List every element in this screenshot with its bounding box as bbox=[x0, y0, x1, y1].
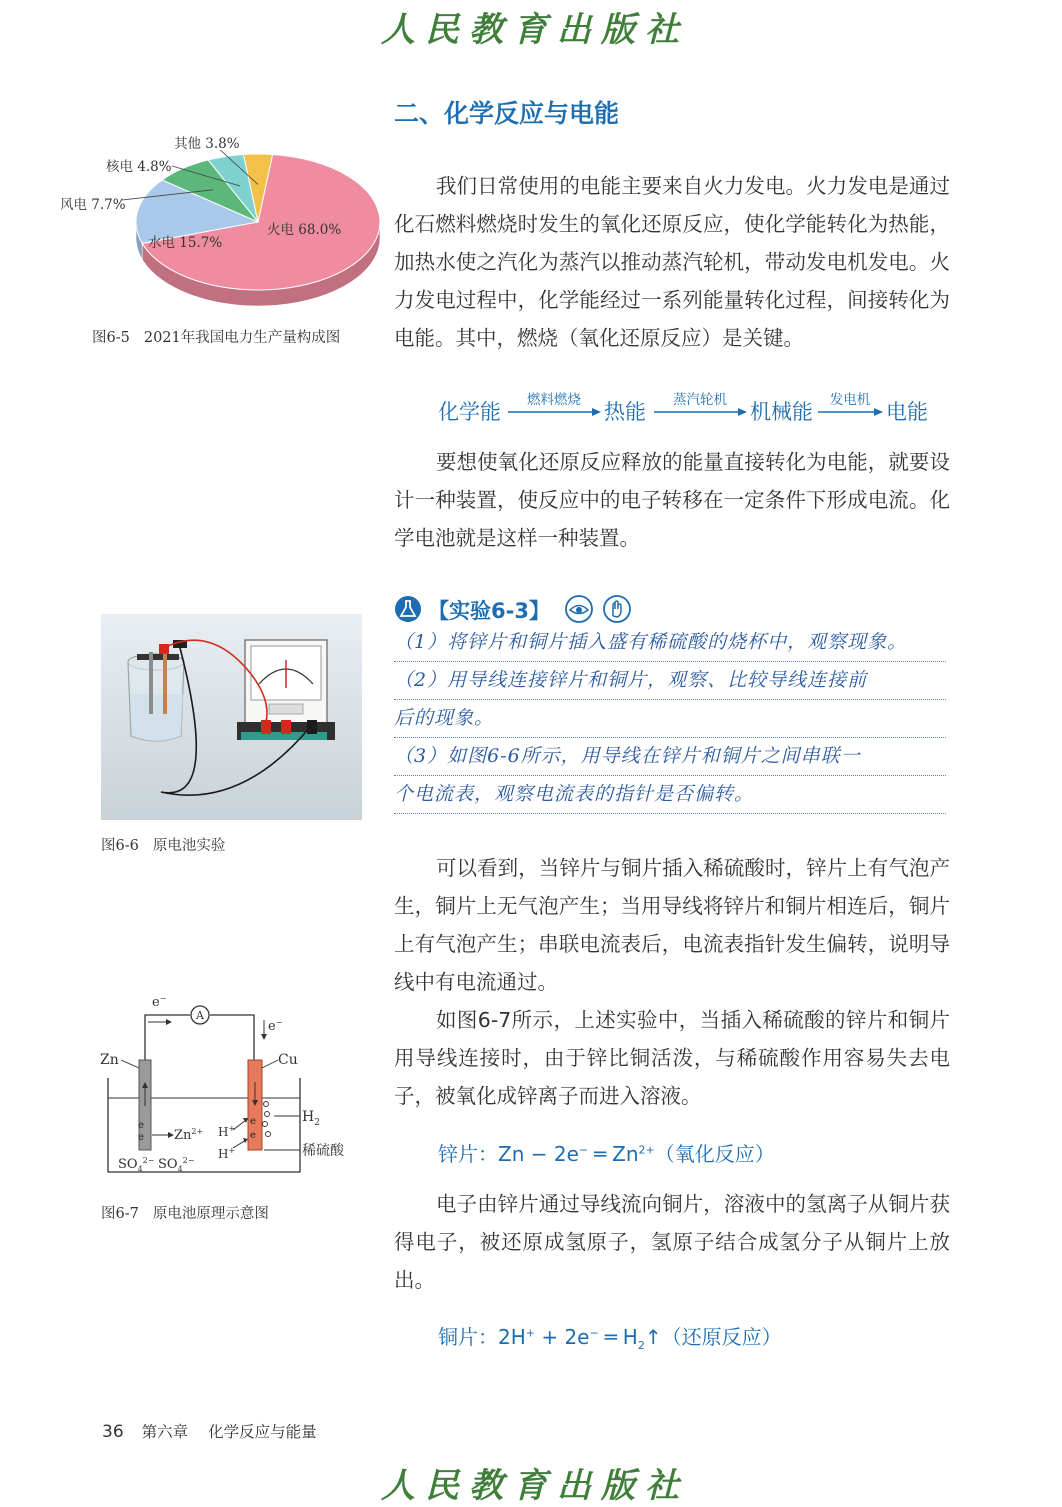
pie-label-nuclear: 核电 4.8% bbox=[106, 159, 172, 175]
ammeter-window bbox=[269, 704, 303, 714]
publisher-logo-top: 人民教育出版社 bbox=[381, 10, 689, 50]
acid-solution bbox=[130, 694, 183, 741]
arrow-2 bbox=[652, 388, 748, 428]
svg-text:SO42−: $SO_4^{2-}$ bbox=[158, 1156, 195, 1174]
svg-text:e: e bbox=[138, 1120, 144, 1131]
paragraph-2: 要想使氧化还原反应释放的能量直接转化为电能，就要设计一种装置，使反应中的电子转移在一定条件下形成电流。化学电池就是这样一种装置。 bbox=[394, 450, 950, 550]
galvanic-cell-diagram bbox=[96, 990, 358, 1180]
equals-sign: ═ bbox=[604, 1325, 617, 1349]
chapter-title: 化学反应与能量 bbox=[208, 1423, 317, 1441]
condition-steam-turbine: 蒸汽轮机 bbox=[673, 392, 727, 408]
copper-strip bbox=[163, 652, 167, 714]
energy-chain bbox=[438, 388, 958, 428]
svg-text:SO42−: $SO_4^{2-}$ bbox=[118, 1156, 155, 1174]
pie-slices bbox=[136, 154, 380, 290]
terminal-black bbox=[307, 720, 317, 734]
copper-lhs-e: + 2e bbox=[534, 1325, 590, 1349]
svg-text:e: e bbox=[250, 1130, 256, 1141]
zinc-ion-charge: 2+ bbox=[638, 1143, 655, 1157]
condition-combustion: 燃料燃烧 bbox=[527, 392, 581, 408]
term-chemical-energy: 化学能 bbox=[438, 400, 501, 424]
h2-subscript: 2 bbox=[637, 1339, 645, 1352]
zinc-lhs: Zn − 2e bbox=[498, 1142, 579, 1166]
figure-6-5-caption bbox=[92, 326, 340, 347]
zinc-strip bbox=[149, 652, 153, 714]
pie-label-wind: 风电 7.7% bbox=[60, 197, 126, 213]
hand-operate-icon bbox=[602, 595, 632, 623]
figure-title: 2021年我国电力生产量构成图 bbox=[143, 330, 341, 346]
zinc-label: 锌片： bbox=[438, 1142, 498, 1166]
copper-half-reaction bbox=[438, 1321, 782, 1352]
copper-label: 铜片： bbox=[438, 1325, 498, 1349]
zinc-half-reaction bbox=[438, 1138, 775, 1167]
eye-observe-icon bbox=[564, 595, 594, 623]
paragraph-5: 电子由锌片通过导线流向铜片，溶液中的氢离子从铜片获得电子，被还原成氢原子，氢原子结合成氢分子从铜片上放出。 bbox=[394, 1192, 950, 1292]
terminal-red-right bbox=[281, 720, 291, 734]
experiment-step-2: （2）用导线连接锌片和铜片，观察、比较导线连接前 bbox=[394, 665, 946, 700]
zinc-note: （氧化反应） bbox=[654, 1142, 775, 1166]
electrochemical-cell-photo bbox=[101, 614, 362, 820]
figure-title: 原电池原理示意图 bbox=[152, 1206, 269, 1222]
equals-sign: ═ bbox=[594, 1142, 607, 1166]
experiment-step-2-cont: 后的现象。 bbox=[394, 703, 946, 738]
paragraph-4: 如图6-7所示，上述实验中，当插入稀硫酸的锌片和铜片用导线连接时，由于锌比铜活泼，与稀硫酸作用容易失去电子，被氧化成锌离子而进入溶液。 bbox=[394, 1008, 950, 1108]
figure-title: 原电池实验 bbox=[152, 838, 226, 854]
copper-note: （还原反应） bbox=[661, 1325, 782, 1349]
condition-generator: 发电机 bbox=[829, 392, 871, 408]
section-title: 二、化学反应与电能 bbox=[394, 99, 620, 128]
figure-number: 图6-5 bbox=[92, 330, 130, 346]
experiment-step-3: （3）如图6-6所示，用导线在锌片和铜片之间串联一 bbox=[394, 741, 946, 776]
figure-number: 图6-6 bbox=[101, 838, 139, 854]
svg-text:Zn: Zn bbox=[100, 1052, 119, 1068]
figure-6-6-caption bbox=[101, 834, 225, 855]
flask-icon bbox=[394, 595, 422, 623]
gas-arrow: ↑ bbox=[644, 1325, 662, 1349]
term-electric-energy: 电能 bbox=[886, 400, 928, 424]
page-footer bbox=[102, 1420, 317, 1442]
arrow-3-line bbox=[816, 406, 884, 418]
zinc-rhs: Zn bbox=[612, 1142, 639, 1166]
pie-label-hydro: 水电 15.7% bbox=[148, 235, 223, 251]
svg-text:Cu: Cu bbox=[278, 1052, 298, 1068]
beaker-lid bbox=[137, 654, 179, 660]
term-mechanical-energy: 机械能 bbox=[750, 400, 813, 424]
publisher-logo-bottom: 人民教育出版社 bbox=[381, 1466, 689, 1506]
experiment-title: 【实验6-3】 bbox=[428, 599, 550, 623]
copper-e-charge: − bbox=[589, 1326, 599, 1340]
figure-number: 图6-7 bbox=[101, 1206, 139, 1222]
terminal-red-left bbox=[261, 720, 271, 734]
svg-text:H2: $H_2$ bbox=[302, 1109, 320, 1128]
page-number: 36 bbox=[102, 1422, 124, 1442]
arrow-1 bbox=[506, 388, 602, 428]
svg-text:e: e bbox=[250, 1116, 256, 1127]
paragraph-1: 我们日常使用的电能主要来自火力发电。火力发电是通过化石燃料燃烧时发生的氧化还原反应，使化学能转化为热能，加热水使之汽化为蒸汽以推动蒸汽轮机，带动发电机发电。火力发电过程中，化学能经过一系列能量转化过程，间接转化为电能。其中，燃烧（氧化还原反应）是关键。 bbox=[394, 174, 950, 350]
figure-6-7-caption bbox=[101, 1202, 269, 1223]
arrow-3 bbox=[816, 388, 884, 428]
experiment-step-1: （1）将锌片和铜片插入盛有稀硫酸的烧杯中，观察现象。 bbox=[394, 627, 946, 662]
svg-text:e: e bbox=[138, 1132, 144, 1143]
pie-label-thermal: 火电 68.0% bbox=[267, 222, 342, 238]
paragraph-3: 可以看到，当锌片与铜片插入稀硫酸时，锌片上有气泡产生，铜片上无气泡产生；当用导线将锌片和铜片相连后，铜片上有气泡产生；串联电流表后，电流表指针发生偏转，说明导线中有电流通过。 bbox=[394, 856, 950, 994]
arrow-2-line bbox=[652, 406, 748, 418]
chapter-number: 第六章 bbox=[141, 1423, 189, 1441]
copper-rhs: H bbox=[622, 1325, 638, 1349]
svg-text:H+: H+ bbox=[218, 1124, 236, 1139]
copper-lhs-h: 2H bbox=[498, 1325, 526, 1349]
experiment-step-3-cont: 个电流表，观察电流表的指针是否偏转。 bbox=[394, 779, 946, 814]
svg-text:A: A bbox=[196, 1009, 204, 1022]
svg-text:稀硫酸: 稀硫酸 bbox=[302, 1143, 344, 1159]
h-ion-charge: + bbox=[525, 1326, 535, 1340]
svg-text:e−: e− bbox=[152, 994, 167, 1010]
term-heat-energy: 热能 bbox=[604, 400, 646, 424]
svg-text:Zn2+: $Zn^{2+}$ bbox=[174, 1127, 204, 1143]
pie-label-other: 其他 3.8% bbox=[174, 136, 240, 152]
experiment-header bbox=[394, 594, 654, 626]
zinc-e-charge: − bbox=[578, 1143, 589, 1157]
svg-text:e−: e− bbox=[268, 1018, 283, 1034]
arrow-1-line bbox=[506, 406, 602, 418]
svg-text:H+: H+ bbox=[218, 1146, 236, 1161]
